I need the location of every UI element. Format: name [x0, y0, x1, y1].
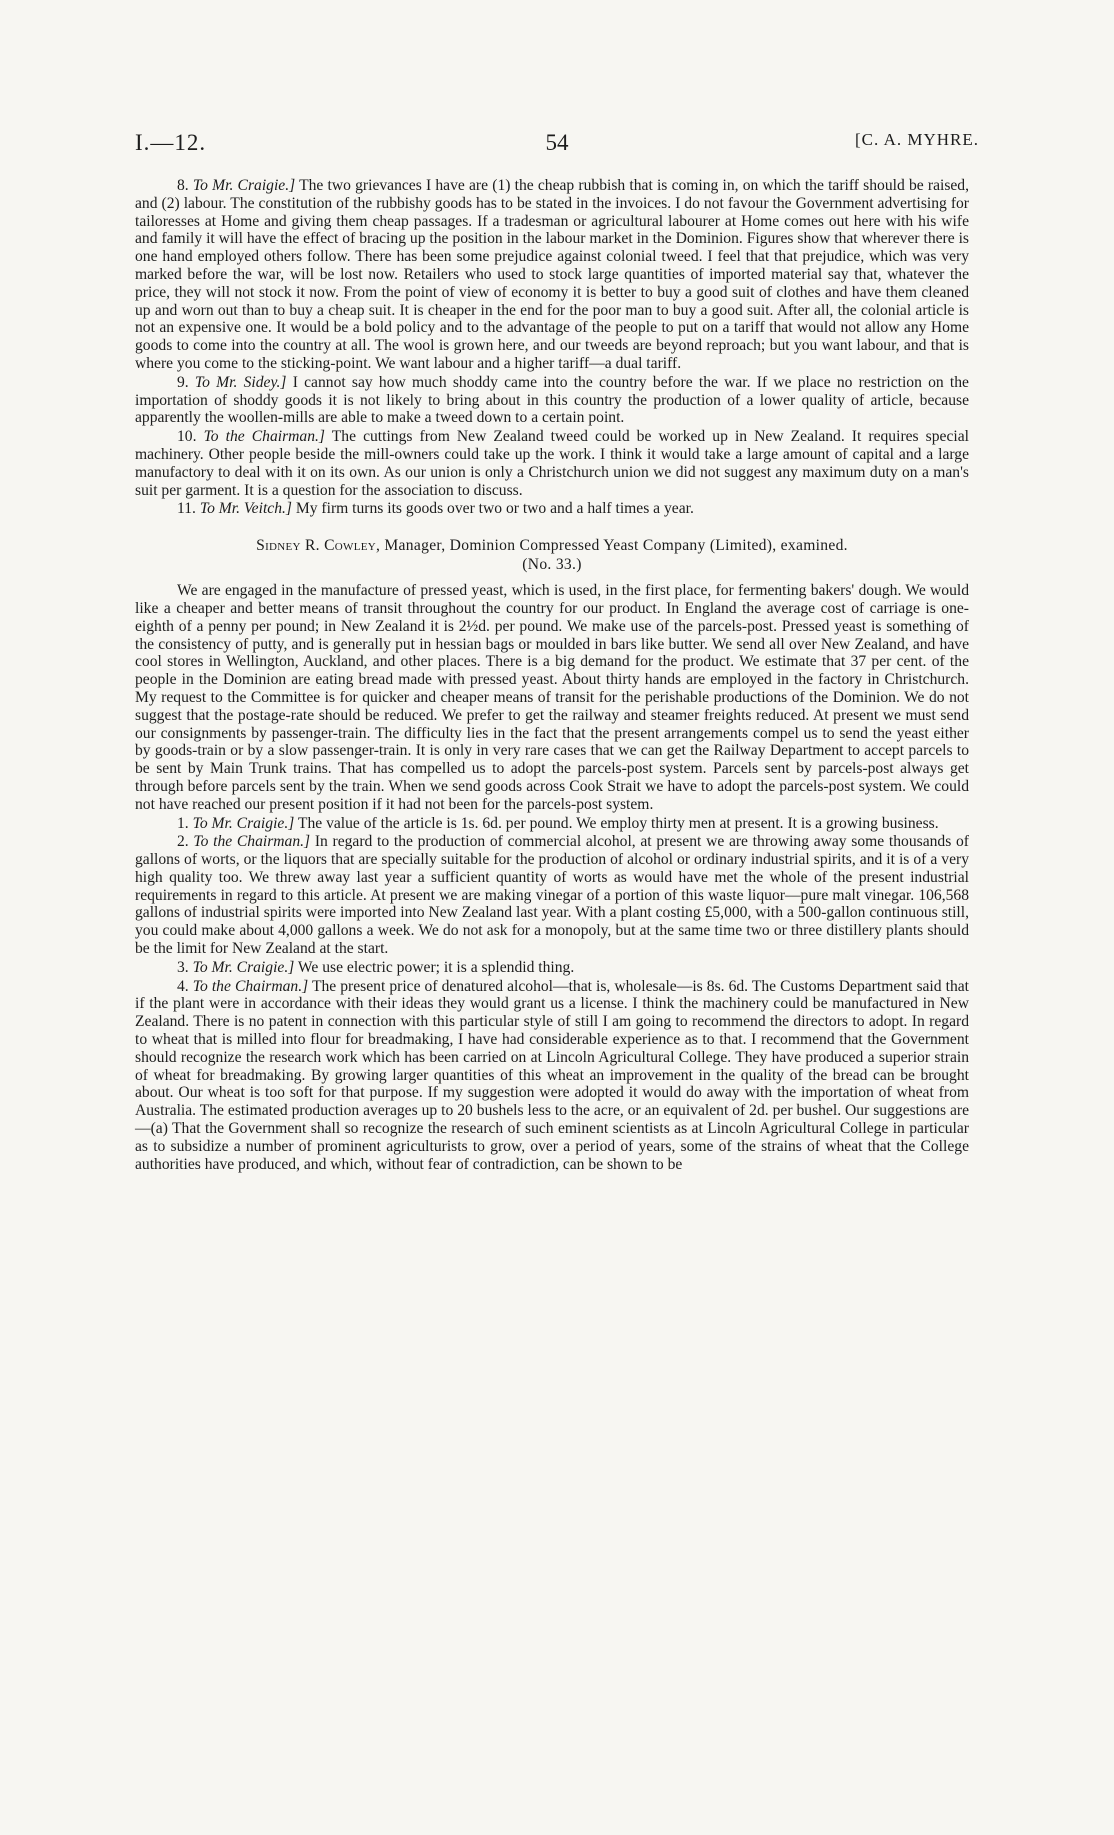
paragraph-text: The two grievances I have are (1) the cheap rubbish that is coming in, on which the tariff should be raised, and (2) labour. The constitution of the rubbishy goods has to be stated in the invoices. I do not favour the Government advertising for tailoresses at Home and giving them cheap passages. If a tradesman or agricultural labourer at Home comes out here with his wife and family it will have the effect of bracing up the position in the labour market in the Dominion. Figures show that wherever there is one hand employed others follow. There has been some prejudice against colonial tweed. I feel that that prejudice, which was very marked before the war, will be lost now. Retailers who used to stock large quantities of imported material say that, whatever the price, they will not stock it now. From the point of view of economy it is better to buy a good suit of clothes and have them cleaned up and worn out than to buy a cheap suit. It is cheaper in the end for the poor man to buy a good suit. After all, the colonial article is not an expensive one. It would be a bold policy and to the advantage of the people to put on a tariff that would not allow any Home goods to come into the country at all. The wool is grown here, and our tweeds are beyond reproach; but you want labour, and that is where you come to the sticking-point. We want labour and a higher tariff—a dual tariff. — [135, 177, 970, 372]
witness-statement: We are engaged in the manufacture of pressed yeast, which is used, in the first place, for fermenting bakers' dough. We would like a cheaper and better means of transit throughout the country for our product. In England the average cost of carriage is one-eighth of a penny per pound; in New Zealand it is 2½d. per pound. We make use of the parcels-post. Pressed yeast is something of the consistency of putty, and is generally put in hessian bags or moulded in bars like butter. We send all over New Zealand, and have cool stores in Wellington, Auckland, and other places. There is a big demand for the product. We estimate that 37 per cent. of the people in the Dominion are eating bread made with pressed yeast. About thirty hands are employed in the factory in Christchurch. My request to the Committee is for quicker and cheaper means of transit for the perishable productions of the Dominion. We do not suggest that the postage-rate should be reduced. We prefer to get the railway and steamer freights reduced. At present we must send our consignments by passenger-train. The difficulty lies in the fact that the present arrangements compel us to send the yeast either by goods-train or by a slow passenger-train. It is only in very rare cases that we can get the Railway Department to accept parcels to be sent by Main Trunk trains. That has compelled us to adopt the parcels-post system. Parcels sent by parcels-post always get through before parcels sent by the train. When we send goods across Cook Strait we have to adopt the parcels-post system. We could not have reached our present position if it had not been for the parcels-post system. — [135, 582, 969, 813]
report-reference: I.—12. — [135, 130, 207, 155]
numbered-paragraph — [135, 428, 969, 499]
paragraph-text: In regard to the production of commercial alcohol, at present we are throwing away some thousands of gallons of worts, or the liquors that are specially suitable for the production of alcohol or ordinary industrial spirits, and it is of a very high quality too. We threw away last year a sufficient quantity of worts as would have met the whole of the present industrial requirements in regard to this article. At present we are making vinegar of a portion of this waste liquor—pure malt vinegar. 106,568 gallons of industrial spirits were imported into New Zealand last year. With a plant costing £5,000, with a 500-gallon continuous still, you could make about 4,000 gallons a week. We do not ask for a monopoly, but at the same time two or three distillery plants should be the limit for New Zealand at the start. — [135, 833, 969, 958]
paragraph-number: 11. — [177, 500, 196, 518]
page-header — [135, 130, 979, 160]
paragraph-text: My firm turns its goods over two or two and a half times a year. — [295, 500, 694, 518]
questioner-reference: To the Chairman.] — [203, 428, 325, 446]
paragraph-number: 9. — [177, 373, 189, 391]
paragraph-number: 1. — [177, 814, 189, 832]
questioner-reference: To Mr. Craigie.] — [192, 814, 295, 832]
questioner-reference: To the Chairman.] — [193, 833, 311, 851]
paragraph-number: 8. — [177, 177, 189, 194]
page-number: 54 — [545, 130, 569, 155]
paragraph-number: 10. — [177, 428, 197, 446]
numbered-paragraph — [135, 833, 969, 958]
testimony-section-myhre — [135, 177, 969, 518]
numbered-paragraph — [135, 959, 969, 977]
numbered-paragraph — [135, 500, 969, 518]
paragraph-text: The cuttings from New Zealand tweed could be worked up in New Zealand. It requires special machinery. Other people beside the mill-owners could take up the work. I think it would take a large amount of capital and a large manufactory to deal with it on its own. As our union is only a Christchurch union we did not suggest any maximum duty on a man's suit per garment. It is a question for the association to discuss. — [135, 428, 969, 499]
witness-name: Sidney R. Cowley — [256, 537, 376, 555]
paragraph-number: 4. — [177, 977, 189, 995]
numbered-paragraph — [135, 815, 969, 833]
numbered-paragraph — [135, 177, 969, 373]
witness-number: (No. 33.) — [522, 556, 582, 574]
paragraph-number: 2. — [177, 833, 189, 851]
paragraph-text: The value of the article is 1s. 6d. per pound. We employ thirty men at present. It is a growing business. — [297, 814, 939, 832]
paragraph-text: I cannot say how much shoddy came into the country before the war. If we place no restriction on the importation of shoddy goods it is not likely to bring about in this country the production of a lower quality of article, because apparently the woollen-mills are able to make a tweed down to a certain point. — [135, 373, 969, 427]
witness-running-head: [C. A. MYHRE. — [855, 130, 979, 149]
questioner-reference: To Mr. Sidey.] — [194, 373, 287, 391]
testimony-section-cowley — [135, 815, 969, 1174]
witness-heading — [135, 536, 969, 574]
paragraph-text: We use electric power; it is a splendid thing. — [297, 958, 575, 976]
questioner-reference: To Mr. Craigie.] — [192, 958, 295, 976]
paragraph-number: 3. — [177, 958, 189, 976]
questioner-reference: To the Chairman.] — [192, 977, 309, 995]
numbered-paragraph — [135, 978, 969, 1174]
questioner-reference: To Mr. Craigie.] — [192, 177, 296, 194]
document-body — [135, 177, 969, 1174]
paragraph-text: The present price of denatured alcohol—that is, wholesale—is 8s. 6d. The Customs Department said that if the plant were in accordance with their ideas they would grant us a license. I think the machinery could be manufactured in New Zealand. There is no patent in connection with this particular style of still I am going to recommend the directors to adopt. In regard to wheat that is milled into flour for breadmaking, I have had considerable experience as to that. I recommend that the Government should recognize the research work which has been carried on at Lincoln Agricultural College. They have produced a superior strain of wheat for breadmaking. By growing larger quantities of this wheat an improvement in the quality of the bread can be brought about. Our wheat is too soft for that purpose. If my suggestion were adopted it would do away with the importation of wheat from Australia. The estimated production averages up to 20 bushels less to the acre, or an equivalent of 2d. per bushel. Our suggestions are—(a) That the Government shall so recognize the research of such eminent scientists as at Lincoln Agricultural College in particular as to subsidize a number of prominent agriculturists to grow, over a period of years, some of the strains of wheat that the College authorities have produced, and which, without fear of contradiction, can be shown to be — [135, 977, 969, 1173]
numbered-paragraph — [135, 374, 969, 427]
questioner-reference: To Mr. Veitch.] — [199, 500, 292, 518]
witness-description: , Manager, Dominion Compressed Yeast Company (Limited), examined. — [376, 537, 848, 555]
